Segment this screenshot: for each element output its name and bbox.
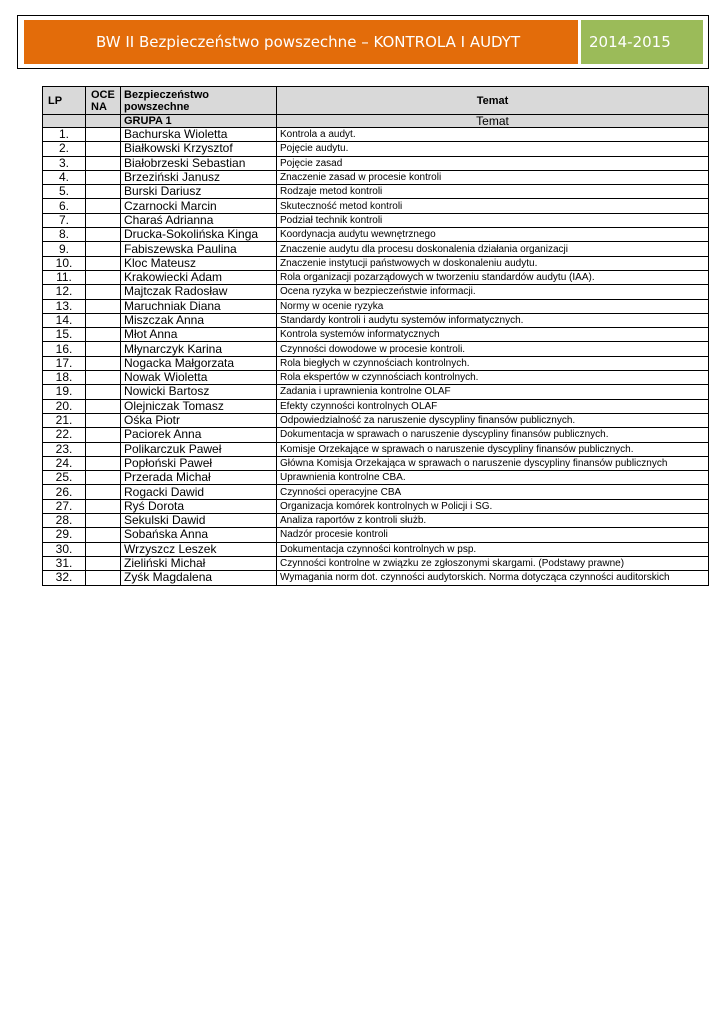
topic-cell: Zadania i uprawnienia kontrolne OLAF (277, 385, 709, 399)
table-row (43, 514, 709, 528)
row-number: 14. (43, 313, 86, 327)
student-name: Drucka-Sokolińska Kinga (121, 228, 277, 242)
grade-cell (86, 556, 121, 570)
topic-cell: Czynności operacyjne CBA (277, 485, 709, 499)
table-row (43, 142, 709, 156)
column-header-subject: Bezpieczeństwo powszechne (121, 87, 277, 115)
grade-cell (86, 499, 121, 513)
table-row (43, 456, 709, 470)
table-row (43, 228, 709, 242)
row-number: 31. (43, 556, 86, 570)
group-temat-label: Temat (277, 115, 709, 128)
topic-cell: Koordynacja audytu wewnętrznego (277, 228, 709, 242)
topic-cell: Efekty czynności kontrolnych OLAF (277, 399, 709, 413)
table-row (43, 371, 709, 385)
grade-cell (86, 142, 121, 156)
table-row (43, 471, 709, 485)
grade-cell (86, 170, 121, 184)
topic-cell: Rola biegłych w czynnościach kontrolnych. (277, 356, 709, 370)
grade-cell (86, 371, 121, 385)
column-header-temat: Temat (277, 87, 709, 115)
table-row (43, 413, 709, 427)
student-name: Młynarczyk Karina (121, 342, 277, 356)
student-name: Sekulski Dawid (121, 514, 277, 528)
row-number: 20. (43, 399, 86, 413)
topic-cell: Rola organizacji pozarządowych w tworzeniu standardów audytu (IAA). (277, 270, 709, 284)
table-row (43, 385, 709, 399)
row-number: 7. (43, 213, 86, 227)
table-row (43, 528, 709, 542)
student-name: Burski Dariusz (121, 185, 277, 199)
table-row (43, 571, 709, 585)
row-number: 18. (43, 371, 86, 385)
grade-cell (86, 213, 121, 227)
student-name: Olejniczak Tomasz (121, 399, 277, 413)
row-number: 26. (43, 485, 86, 499)
grade-cell (86, 542, 121, 556)
table-header-row (43, 87, 709, 115)
grade-cell (86, 571, 121, 585)
student-name: Miszczak Anna (121, 313, 277, 327)
grade-cell (86, 385, 121, 399)
table-row (43, 270, 709, 284)
student-name: Ośka Piotr (121, 413, 277, 427)
row-number: 8. (43, 228, 86, 242)
grade-cell (86, 156, 121, 170)
topic-cell: Znaczenie instytucji państwowych w doskonaleniu audytu. (277, 256, 709, 270)
table-row (43, 185, 709, 199)
topic-cell: Znaczenie zasad w procesie kontroli (277, 170, 709, 184)
topic-cell: Pojęcie audytu. (277, 142, 709, 156)
row-number: 17. (43, 356, 86, 370)
table-row (43, 342, 709, 356)
table-row (43, 556, 709, 570)
grade-cell (86, 528, 121, 542)
row-number: 28. (43, 514, 86, 528)
row-number: 11. (43, 270, 86, 284)
group-empty-cell (86, 115, 121, 128)
grade-cell (86, 485, 121, 499)
student-name: Charaś Adrianna (121, 213, 277, 227)
topic-cell: Rodzaje metod kontroli (277, 185, 709, 199)
grade-cell (86, 185, 121, 199)
row-number: 16. (43, 342, 86, 356)
student-name: Przerada Michał (121, 471, 277, 485)
topic-cell: Normy w ocenie ryzyka (277, 299, 709, 313)
row-number: 12. (43, 285, 86, 299)
row-number: 15. (43, 328, 86, 342)
student-name: Białkowski Krzysztof (121, 142, 277, 156)
topic-cell: Kontrola a audyt. (277, 128, 709, 142)
row-number: 27. (43, 499, 86, 513)
table-row (43, 428, 709, 442)
table-row (43, 199, 709, 213)
table-row (43, 313, 709, 327)
topic-cell: Czynności dowodowe w procesie kontroli. (277, 342, 709, 356)
grade-cell (86, 471, 121, 485)
topic-cell: Analiza raportów z kontroli służb. (277, 514, 709, 528)
group-header-row (43, 115, 709, 128)
topic-cell: Znaczenie audytu dla procesu doskonalenia działania organizacji (277, 242, 709, 256)
student-name: Zyśk Magdalena (121, 571, 277, 585)
grade-cell (86, 342, 121, 356)
topic-cell: Podział technik kontroli (277, 213, 709, 227)
student-name: Krakowiecki Adam (121, 270, 277, 284)
row-number: 13. (43, 299, 86, 313)
grade-cell (86, 228, 121, 242)
group-empty-cell (43, 115, 86, 128)
grade-cell (86, 328, 121, 342)
topic-cell: Dokumentacja w sprawach o naruszenie dyscypliny finansów publicznych. (277, 428, 709, 442)
grade-cell (86, 514, 121, 528)
topic-cell: Odpowiedzialność za naruszenie dyscypliny finansów publicznych. (277, 413, 709, 427)
table-row (43, 170, 709, 184)
row-number: 21. (43, 413, 86, 427)
student-name: Młot Anna (121, 328, 277, 342)
student-name: Paciorek Anna (121, 428, 277, 442)
grade-cell (86, 356, 121, 370)
topic-cell: Rola ekspertów w czynnościach kontrolnych. (277, 371, 709, 385)
topic-cell: Nadzór procesie kontroli (277, 528, 709, 542)
document-title: BW II Bezpieczeństwo powszechne – KONTROLA I AUDYT (24, 20, 578, 64)
table-row (43, 256, 709, 270)
grade-cell (86, 256, 121, 270)
row-number: 6. (43, 199, 86, 213)
student-name: Czarnocki Marcin (121, 199, 277, 213)
row-number: 3. (43, 156, 86, 170)
grade-cell (86, 299, 121, 313)
student-name: Bachurska Wioletta (121, 128, 277, 142)
topic-cell: Ocena ryzyka w bezpieczeństwie informacji. (277, 285, 709, 299)
topic-cell: Uprawnienia kontrolne CBA. (277, 471, 709, 485)
row-number: 23. (43, 442, 86, 456)
row-number: 24. (43, 456, 86, 470)
topic-cell: Czynności kontrolne w związku ze zgłoszonymi skargami. (Podstawy prawne) (277, 556, 709, 570)
row-number: 19. (43, 385, 86, 399)
academic-year: 2014-2015 (581, 20, 703, 64)
table-row (43, 128, 709, 142)
table-row (43, 156, 709, 170)
table-row (43, 299, 709, 313)
grade-cell (86, 270, 121, 284)
student-name: Polikarczuk Paweł (121, 442, 277, 456)
table-row (43, 242, 709, 256)
grade-cell (86, 442, 121, 456)
student-name: Majtczak Radosław (121, 285, 277, 299)
student-name: Zieliński Michał (121, 556, 277, 570)
student-name: Kloc Mateusz (121, 256, 277, 270)
grade-cell (86, 128, 121, 142)
student-topic-table (42, 86, 709, 586)
student-name: Nogacka Małgorzata (121, 356, 277, 370)
row-number: 29. (43, 528, 86, 542)
grade-cell (86, 456, 121, 470)
student-name: Fabiszewska Paulina (121, 242, 277, 256)
student-name: Wrzyszcz Leszek (121, 542, 277, 556)
topic-cell: Kontrola systemów informatycznych (277, 328, 709, 342)
row-number: 32. (43, 571, 86, 585)
topic-cell: Pojęcie zasad (277, 156, 709, 170)
student-name: Sobańska Anna (121, 528, 277, 542)
student-name: Nowicki Bartosz (121, 385, 277, 399)
student-name: Nowak Wioletta (121, 371, 277, 385)
row-number: 1. (43, 128, 86, 142)
table-row (43, 499, 709, 513)
grade-cell (86, 199, 121, 213)
table-row (43, 399, 709, 413)
grade-cell (86, 428, 121, 442)
row-number: 10. (43, 256, 86, 270)
grade-cell (86, 399, 121, 413)
table-row (43, 356, 709, 370)
row-number: 30. (43, 542, 86, 556)
topic-cell: Dokumentacja czynności kontrolnych w psp. (277, 542, 709, 556)
row-number: 9. (43, 242, 86, 256)
row-number: 22. (43, 428, 86, 442)
grade-cell (86, 413, 121, 427)
grade-cell (86, 313, 121, 327)
topic-cell: Główna Komisja Orzekająca w sprawach o naruszenie dyscypliny finansów publicznych (277, 456, 709, 470)
table-row (43, 485, 709, 499)
student-name: Białobrzeski Sebastian (121, 156, 277, 170)
topic-cell: Komisje Orzekające w sprawach o naruszenie dyscypliny finansów publicznych. (277, 442, 709, 456)
row-number: 25. (43, 471, 86, 485)
student-name: Brzeziński Janusz (121, 170, 277, 184)
topic-cell: Organizacja komórek kontrolnych w Policji i SG. (277, 499, 709, 513)
table-row (43, 442, 709, 456)
student-name: Maruchniak Diana (121, 299, 277, 313)
table-row (43, 213, 709, 227)
topic-cell: Wymagania norm dot. czynności audytorskich. Norma dotycząca czynności auditorskich (277, 571, 709, 585)
topic-cell: Skuteczność metod kontroli (277, 199, 709, 213)
column-header-lp: LP (43, 87, 86, 115)
row-number: 4. (43, 170, 86, 184)
grade-cell (86, 285, 121, 299)
table-row (43, 328, 709, 342)
student-name: Popłoński Paweł (121, 456, 277, 470)
column-header-ocena: OCE NA (86, 87, 121, 115)
grade-cell (86, 242, 121, 256)
student-name: Rogacki Dawid (121, 485, 277, 499)
table-body (43, 128, 709, 586)
topic-cell: Standardy kontroli i audytu systemów informatycznych. (277, 313, 709, 327)
row-number: 5. (43, 185, 86, 199)
row-number: 2. (43, 142, 86, 156)
table-row (43, 285, 709, 299)
group-label: GRUPA 1 (121, 115, 277, 128)
table-row (43, 542, 709, 556)
student-name: Ryś Dorota (121, 499, 277, 513)
